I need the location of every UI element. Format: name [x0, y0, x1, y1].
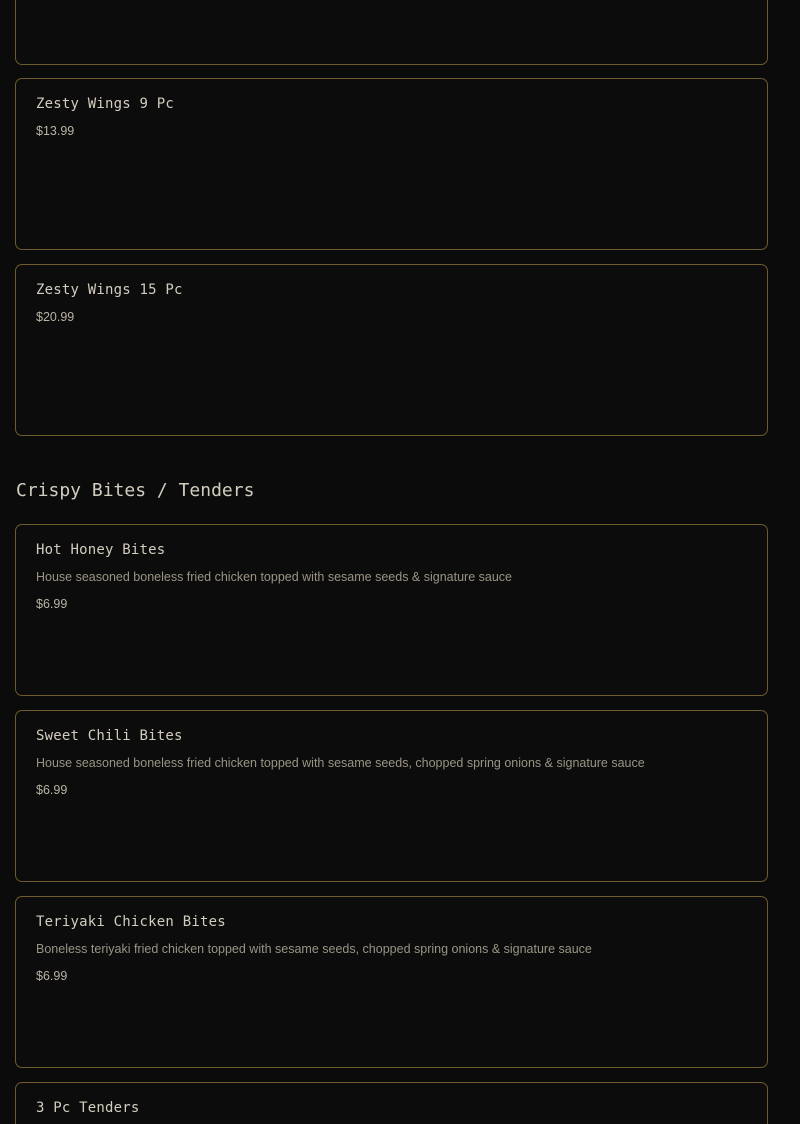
menu-item-card[interactable]: [15, 524, 768, 696]
menu-item-card[interactable]: [15, 0, 768, 65]
menu-item-description: House seasoned boneless fried chicken topped with sesame seeds & signature sauce: [36, 570, 512, 584]
menu-item-card[interactable]: [15, 78, 768, 250]
menu-item-price: $13.99: [36, 124, 75, 138]
menu-item-description: House seasoned boneless fried chicken topped with sesame seeds, chopped spring onions & signature sauce: [36, 756, 645, 770]
menu-item-price: $6.99: [36, 969, 68, 983]
menu-item-price: $6.99: [36, 597, 68, 611]
menu-item-price: $6.99: [36, 783, 68, 797]
menu-item-card[interactable]: [15, 896, 768, 1068]
menu-item-card[interactable]: [15, 264, 768, 436]
menu-item-name: Zesty Wings 9 Pc: [36, 96, 175, 112]
menu-item-card[interactable]: [15, 710, 768, 882]
menu-item-name: Hot Honey Bites: [36, 542, 166, 558]
section-title: Crispy Bites / Tenders: [16, 480, 255, 501]
menu-item-name: 3 Pc Tenders: [36, 1100, 140, 1116]
menu-item-name: Sweet Chili Bites: [36, 728, 183, 744]
menu-item-card[interactable]: [15, 1082, 768, 1124]
menu-item-price: $20.99: [36, 310, 75, 324]
menu-item-description: Boneless teriyaki fried chicken topped with sesame seeds, chopped spring onions & signature sauce: [36, 942, 592, 956]
menu-item-name: Teriyaki Chicken Bites: [36, 914, 226, 930]
menu-item-name: Zesty Wings 15 Pc: [36, 282, 183, 298]
